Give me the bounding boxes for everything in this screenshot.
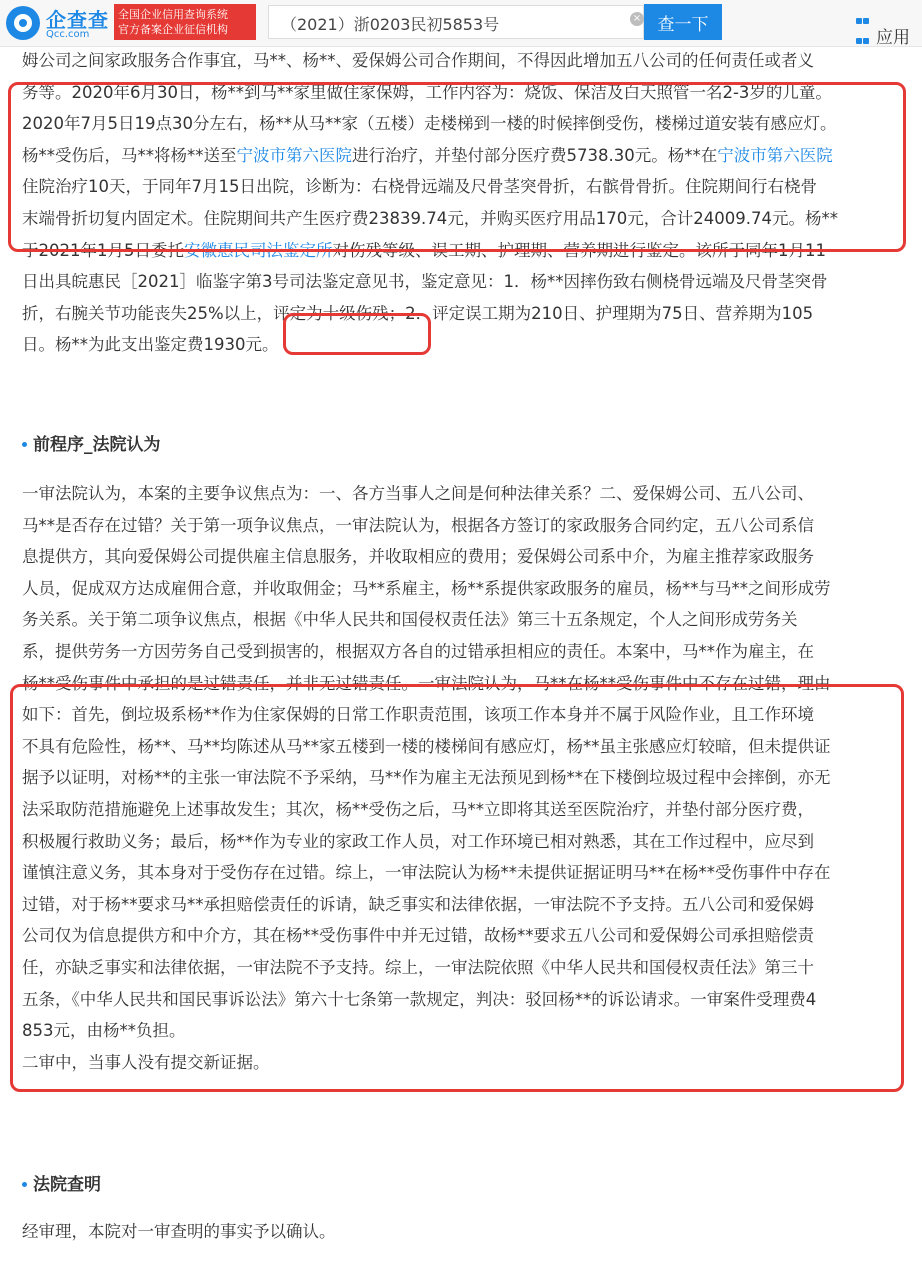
- text-line: 据予以证明，对杨**的主张一审法院不予采纳，马**作为雇主无法预见到杨**在下楼倒垃圾过程中会摔倒，亦无: [22, 768, 831, 788]
- highlight-box-disability: [283, 313, 431, 355]
- search-button[interactable]: 查一下: [644, 4, 722, 40]
- text-line: 人员，促成双方达成雇佣合意，并收取佣金；马**系雇主，杨**系提供家政服务的雇员，杨**与马**之间形成劳: [22, 578, 831, 598]
- section-title-prior-judgment: 前程序_法院认为: [22, 430, 161, 455]
- text-line: 息提供方，其向爱保姆公司提供雇主信息服务，并收取相应的费用；爱保姆公司系中介，为雇主推荐家政服务: [22, 547, 814, 567]
- highlight-box-injury: [8, 82, 906, 252]
- text-line: 马**是否存在过错？关于第一项争议焦点，一审法院认为，根据各方签订的家政服务合同约定，五八公司系信: [22, 515, 814, 535]
- certification-badge: [114, 4, 256, 40]
- logo-text: 企查查: [46, 8, 109, 32]
- apps-menu[interactable]: [856, 10, 910, 48]
- text-line: 系，提供劳务一方因劳务自己受到损害的，根据双方各自的过错承担相应的责任。本案中，马**作为雇主，在: [22, 641, 814, 661]
- top-bar: [0, 0, 922, 47]
- bullet-icon: [22, 1182, 27, 1187]
- text-line: 末端骨折切复内固定术。住院期间共产生医疗费23839.74元，并购买医疗用品170元，合计24009.74元。杨**: [22, 208, 838, 228]
- text-line: 日出具皖惠民［2021］临鉴字第3号司法鉴定意见书，鉴定意见：1．杨**因摔伤致右侧桡骨远端及尺骨茎突骨: [22, 272, 828, 292]
- highlight-box-court-reasoning: [10, 684, 904, 1092]
- bullet-icon: [22, 442, 27, 447]
- text-line: 二审中，当事人没有提交新证据。: [22, 1052, 270, 1072]
- text-line: 谨慎注意义务，其本身对于受伤存在过错。综上，一审法院认为杨**未提供证据证明马**在杨**受伤事件中存在: [22, 863, 831, 883]
- text-line: 一审法院认为，本案的主要争议焦点为：一、各方当事人之间是何种法律关系？二、爱保姆公司、五八公司、: [22, 484, 814, 503]
- text-line: 姆公司之间家政服务合作事宜，马**、杨**、爱保姆公司合作期间，不得因此增加五八公司的任何责任或者义: [22, 51, 814, 70]
- hospital-link[interactable]: 宁波市第六医院: [717, 145, 833, 165]
- text-line: 任，亦缺乏事实和法律依据，一审法院不予支持。综上，一审法院依照《中华人民共和国侵权责任法》第三十: [22, 957, 814, 977]
- text-line: 积极履行救助义务；最后，杨**作为专业的家政工作人员，对工作环境已相对熟悉，其在工作过程中，应尽到: [22, 831, 814, 851]
- badge-line-1: 全国企业信用查询系统: [118, 8, 228, 21]
- search-box: [268, 5, 644, 39]
- text-line: 如下：首先，倒垃圾系杨**作为住家保姆的日常工作职责范围，该项工作本身并不属于风险作业，且工作环境: [22, 705, 814, 725]
- hospital-link[interactable]: 宁波市第六医院: [236, 145, 352, 165]
- logo-domain: Qcc.com: [46, 29, 90, 40]
- text-line: 务关系。关于第二项争议焦点，根据《中华人民共和国侵权责任法》第三十五条规定，个人之间形成劳务关: [22, 610, 798, 630]
- clear-icon[interactable]: ×: [630, 12, 644, 26]
- text-line: 杨**受伤事件中承担的是过错责任，并非无过错责任。一审法院认为，马**在杨**受伤事件中不存在过错，理由: [22, 673, 831, 693]
- findings-paragraph: [22, 1216, 894, 1248]
- text-line: 杨**受伤后，马**将杨**送至宁波市第六医院进行治疗，并垫付部分医疗费5738.30元。杨**在宁波市第六医院: [22, 145, 833, 165]
- text-line: 经审理，本院对一审查明的事实予以确认。: [22, 1222, 336, 1241]
- apps-grid-icon: [856, 10, 872, 26]
- text-line: 不具有危险性，杨**、马**均陈述从马**家五楼到一楼的楼梯间有感应灯，杨**虽主张感应灯较暗，但未提供证: [22, 736, 831, 756]
- apps-label: 应用: [876, 28, 910, 48]
- text-line: 过错，对于杨**要求马**承担赔偿责任的诉请，缺乏事实和法律依据，一审法院不予支持。五八公司和爱保姆: [22, 894, 814, 914]
- qcc-logo-icon: [6, 6, 40, 40]
- text-line: 公司仅为信息提供方和中介方，其在杨**受伤事件中并无过错，故杨**要求五八公司和爱保姆公司承担赔偿责: [22, 926, 814, 946]
- text-line: 2020年7月5日19点30分左右，杨**从马**家（五楼）走楼梯到一楼的时候摔倒受伤，楼梯过道安装有感应灯。: [22, 114, 837, 134]
- appraisal-institute-link[interactable]: 安徽惠民司法鉴定所: [184, 240, 333, 260]
- badge-line-2: 官方备案企业征信机构: [118, 23, 228, 36]
- text-line: 日。杨**为此支出鉴定费1930元。: [22, 335, 279, 355]
- text-line: 法采取防范措施避免上述事故发生；其次，杨**受伤之后，马**立即将其送至医院治疗，并垫付部分医疗费，: [22, 799, 814, 819]
- text-line: 折，右腕关节功能丧失25%以上，评定为十级伤残；2．评定误工期为210日、护理期为75日、营养期为105: [22, 303, 814, 323]
- qcc-logo[interactable]: [6, 4, 110, 42]
- text-line: 务等。2020年6月30日，杨**到马**家里做住家保姆，工作内容为：烧饭、保洁及白天照管一名2-3岁的儿童。: [22, 82, 832, 102]
- section-title-court-findings: 法院查明: [22, 1170, 101, 1195]
- text-line: 于2021年1月5日委托安徽惠民司法鉴定所对伤残等级、误工期、护理期、营养期进行鉴定。该所于同年1月11: [22, 240, 826, 260]
- search-input[interactable]: [279, 10, 623, 36]
- text-line: 853元，由杨**负担。: [22, 1021, 186, 1041]
- text-line: 住院治疗10天，于同年7月15日出院，诊断为：右桡骨远端及尺骨茎突骨折，右髌骨骨折。住院期间行右桡骨: [22, 177, 817, 197]
- text-line: 五条，《中华人民共和国民事诉讼法》第六十七条第一款规定，判决：驳回杨**的诉讼请求。一审案件受理费4: [22, 989, 817, 1009]
